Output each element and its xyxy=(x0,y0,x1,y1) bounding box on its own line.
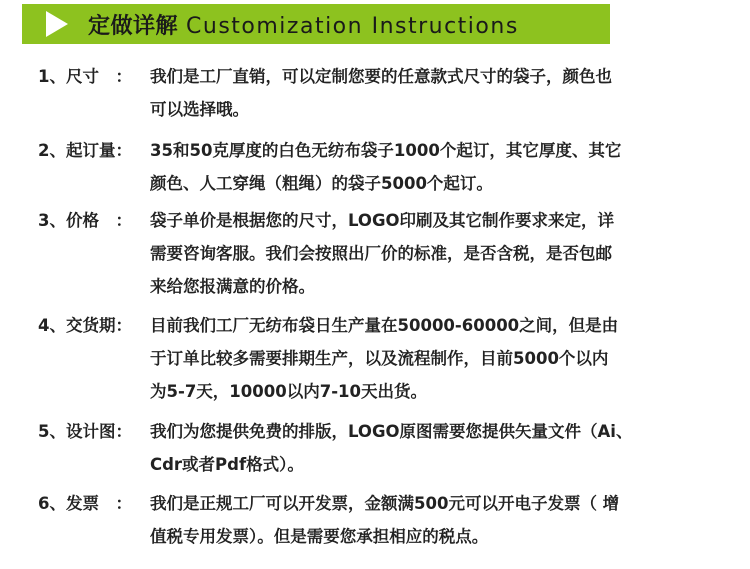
item-line: 颜色、人工穿绳（粗绳）的袋子5000个起订。 xyxy=(150,174,493,193)
item-label: 4、交货期： xyxy=(38,316,132,335)
item-label: 5、设计图： xyxy=(38,422,132,441)
item-label: 2、起订量： xyxy=(38,141,132,160)
item-text xyxy=(150,487,722,553)
item-line: 我们为您提供免费的排版，LOGO原图需要您提供矢量文件（Ai、 xyxy=(150,422,633,441)
item-line: 袋子单价是根据您的尺寸，LOGO印刷及其它制作要求来定，详 xyxy=(150,211,615,230)
item-line: 我们是正规工厂可以开发票，金额满500元可以开电子发票（ 增 xyxy=(150,494,620,513)
item-line: 目前我们工厂无纺布袋日生产量在50000-60000之间，但是由 xyxy=(150,316,619,335)
item-line: 35和50克厚度的白色无纺布袋子1000个起订，其它厚度、其它 xyxy=(150,141,622,160)
item-text xyxy=(150,415,722,481)
title-en: Customization Instructions xyxy=(186,14,519,39)
item-line: Cdr或者Pdf格式）。 xyxy=(150,455,304,474)
item-line: 需要咨询客服。我们会按照出厂价的标准，是否含税，是否包邮 xyxy=(150,244,612,263)
title-cn: 定做详解 xyxy=(88,14,179,39)
item-line: 可以选择哦。 xyxy=(150,100,249,119)
arrow-right-icon xyxy=(46,11,68,37)
item-text xyxy=(150,60,722,126)
item-label: 1、尺寸 ： xyxy=(38,67,132,86)
item-line: 于订单比较多需要排期生产，以及流程制作，目前5000个以内 xyxy=(150,349,609,368)
item-label: 3、价格 ： xyxy=(38,211,132,230)
item-text xyxy=(150,309,722,408)
item-line: 值税专用发票）。但是需要您承担相应的税点。 xyxy=(150,527,489,546)
item-line: 我们是工厂直销，可以定制您要的任意款式尺寸的袋子，颜色也 xyxy=(150,67,612,86)
item-text xyxy=(150,204,722,303)
item-line: 为5-7天，10000以内7-10天出货。 xyxy=(150,382,428,401)
page-title xyxy=(88,9,519,40)
item-label: 6、发票 ： xyxy=(38,494,132,513)
item-text xyxy=(150,134,722,200)
header-bar xyxy=(22,4,610,44)
item-line: 来给您报满意的价格。 xyxy=(150,277,315,296)
